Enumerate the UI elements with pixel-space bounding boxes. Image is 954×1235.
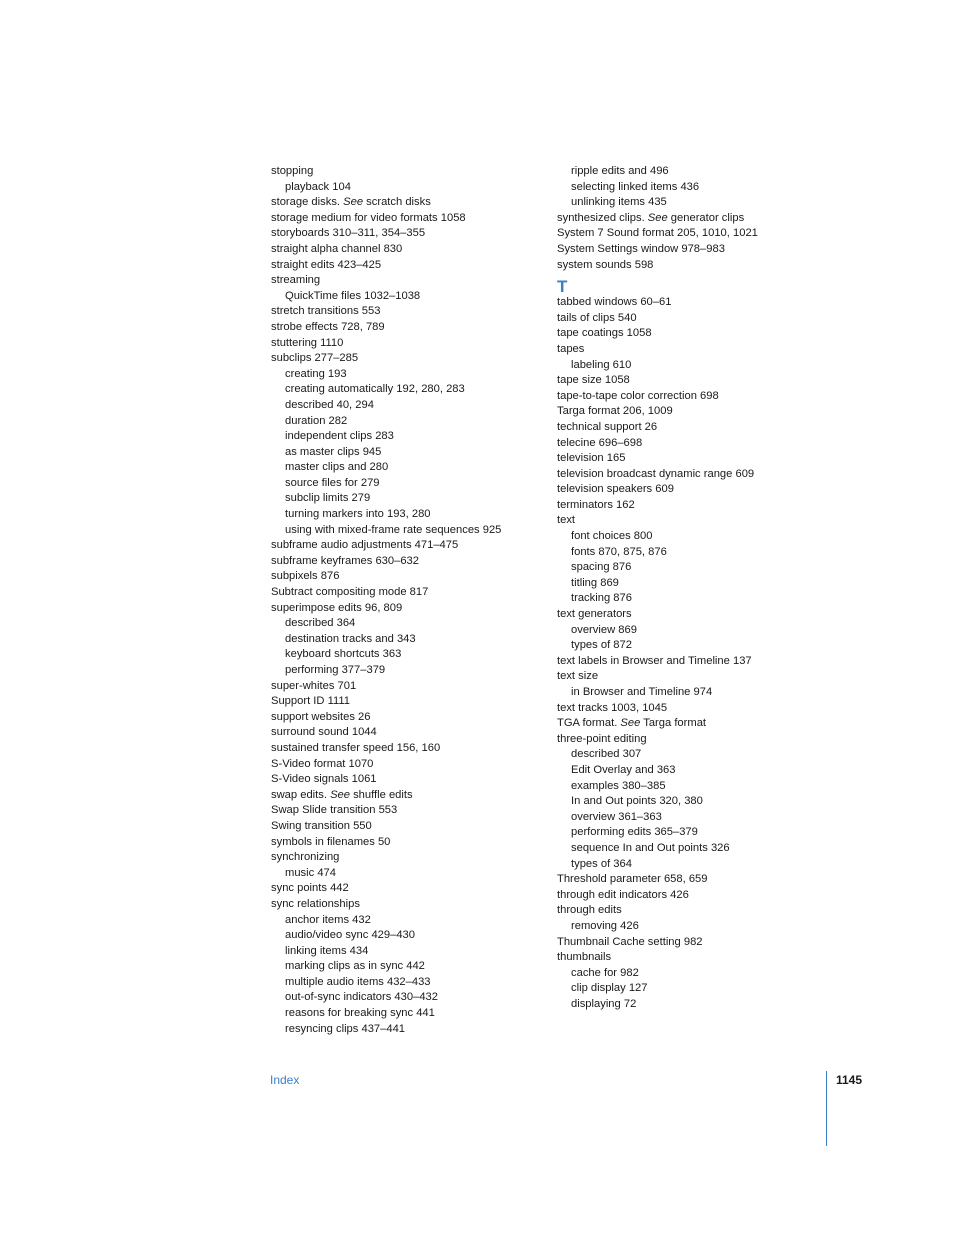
entry-text: Targa format 206, 1009 — [557, 405, 673, 418]
index-entry — [271, 336, 541, 352]
see-reference-label: See — [343, 196, 364, 209]
entry-text: text — [557, 514, 576, 527]
index-subentry — [271, 507, 541, 523]
index-entry — [557, 701, 827, 717]
entry-text: television broadcast dynamic range 609 — [557, 467, 755, 480]
entry-text: creating 193 — [285, 367, 347, 380]
index-subentry — [557, 997, 827, 1013]
index-subentry — [271, 445, 541, 461]
entry-text: font choices 800 — [571, 530, 653, 543]
index-subentry — [557, 810, 827, 826]
entry-text: keyboard shortcuts 363 — [285, 648, 402, 661]
index-entry — [271, 585, 541, 601]
entry-text: technical support 26 — [557, 420, 658, 433]
index-entry — [557, 420, 827, 436]
entry-text: Thumbnail Cache setting 982 — [557, 935, 703, 948]
entry-text: reasons for breaking sync 441 — [285, 1007, 435, 1020]
index-subentry — [271, 491, 541, 507]
index-subentry — [557, 763, 827, 779]
entry-text: symbols in filenames 50 — [271, 835, 391, 848]
entry-text: Support ID 1111 — [271, 695, 350, 708]
index-entry — [271, 211, 541, 227]
entry-text: TGA format. — [557, 717, 621, 730]
entry-text: through edits — [557, 904, 622, 917]
entry-text: text size — [557, 670, 599, 683]
entry-text: subclips 277–285 — [271, 352, 359, 365]
index-entry — [271, 320, 541, 336]
entry-text: types of 364 — [571, 857, 632, 870]
entry-text: S-Video format 1070 — [271, 757, 374, 770]
entry-text: turning markers into 193, 280 — [285, 508, 431, 521]
entry-text: performing 377–379 — [285, 664, 386, 676]
index-entry — [557, 242, 827, 258]
entry-text: audio/video sync 429–430 — [285, 929, 416, 942]
index-entry — [557, 669, 827, 685]
entry-text: System Settings window 978–983 — [557, 242, 725, 255]
entry-text: linking items 434 — [285, 944, 369, 957]
entry-text: removing 426 — [571, 919, 639, 932]
index-entry — [557, 607, 827, 623]
entry-text: playback 104 — [285, 180, 351, 193]
index-entry — [271, 538, 541, 554]
index-entry — [271, 757, 541, 773]
see-reference-label: See — [620, 717, 641, 730]
entry-text: through edit indicators 426 — [557, 888, 689, 901]
entry-text: overview 869 — [571, 623, 637, 636]
index-entry — [557, 872, 827, 888]
index-subentry — [557, 794, 827, 810]
index-entry — [557, 482, 827, 498]
entry-text: labeling 610 — [571, 358, 632, 371]
index-entry — [271, 554, 541, 570]
entry-text: Swap Slide transition 553 — [271, 804, 398, 817]
index-subentry — [271, 616, 541, 632]
index-subentry — [271, 414, 541, 430]
see-reference-label: See — [330, 788, 350, 801]
entry-text: source files for 279 — [285, 476, 380, 489]
index-entry — [271, 741, 541, 757]
index-entry — [557, 888, 827, 904]
index-subentry — [557, 591, 827, 607]
entry-text: sync relationships — [271, 897, 360, 910]
index-subentry — [271, 663, 541, 679]
index-subentry — [271, 1006, 541, 1022]
entry-text: tape size 1058 — [557, 374, 630, 387]
index-subentry — [557, 545, 827, 561]
index-entry — [557, 950, 827, 966]
entry-text: storage disks. — [271, 196, 344, 209]
index-entry — [271, 304, 541, 320]
index-subentry — [557, 180, 827, 196]
index-entry — [271, 897, 541, 913]
entry-text: storyboards 310–311, 354–355 — [271, 227, 426, 240]
index-entry — [271, 351, 541, 367]
index-subentry — [557, 779, 827, 795]
entry-text: straight edits 423–425 — [271, 258, 382, 271]
entry-text: system sounds 598 — [557, 258, 654, 271]
index-entry — [557, 903, 827, 919]
entry-text: duration 282 — [285, 414, 348, 427]
index-subentry — [557, 981, 827, 997]
entry-text: as master clips 945 — [285, 445, 382, 458]
entry-text: described 364 — [285, 617, 356, 630]
index-subentry — [271, 476, 541, 492]
entry-text: tails of clips 540 — [557, 311, 637, 324]
index-subentry — [557, 560, 827, 576]
entry-text: performing edits 365–379 — [571, 826, 698, 839]
index-subentry — [557, 841, 827, 857]
entry-text: super-whites 701 — [271, 679, 357, 692]
index-subentry — [557, 747, 827, 763]
entry-text: strobe effects 728, 789 — [271, 320, 385, 333]
index-subentry — [557, 529, 827, 545]
entry-text: television 165 — [557, 452, 626, 465]
entry-text: described 40, 294 — [285, 398, 374, 411]
index-subentry — [271, 928, 541, 944]
entry-text: subframe keyframes 630–632 — [271, 554, 420, 567]
see-reference-target: generator clips — [667, 211, 745, 224]
entry-text: independent clips 283 — [285, 430, 394, 443]
page-number: 1145 — [836, 1073, 863, 1087]
entry-text: subpixels 876 — [271, 570, 340, 583]
index-entry — [557, 295, 827, 311]
entry-text: terminators 162 — [557, 498, 635, 511]
entry-text: marking clips as in sync 442 — [285, 960, 425, 973]
index-entry — [271, 803, 541, 819]
entry-text: stretch transitions 553 — [271, 305, 381, 318]
entry-text: spacing 876 — [571, 561, 632, 574]
index-subentry — [557, 919, 827, 935]
entry-text: stuttering 1110 — [271, 336, 344, 349]
entry-text: straight alpha channel 830 — [271, 242, 403, 255]
entry-text: synthesized clips. — [557, 211, 648, 224]
entry-text: sequence In and Out points 326 — [571, 841, 730, 854]
index-subentry — [271, 632, 541, 648]
footer-section-title: Index — [270, 1073, 300, 1087]
entry-text: Threshold parameter 658, 659 — [557, 873, 708, 886]
entry-text: telecine 696–698 — [557, 436, 643, 449]
entry-text: surround sound 1044 — [271, 726, 377, 739]
entry-text: types of 872 — [571, 639, 632, 652]
entry-text: music 474 — [285, 866, 336, 879]
index-subentry — [271, 647, 541, 663]
index-entry — [271, 242, 541, 258]
index-entry — [557, 513, 827, 529]
entry-text: tape-to-tape color correction 698 — [557, 389, 719, 402]
entry-text: Edit Overlay and 363 — [571, 763, 676, 776]
entry-text: text labels in Browser and Timeline 137 — [557, 654, 752, 667]
entry-text: Subtract compositing mode 817 — [271, 586, 429, 599]
index-entry — [271, 710, 541, 726]
entry-text: displaying 72 — [571, 997, 637, 1010]
index-subentry — [557, 195, 827, 211]
entry-text: System 7 Sound format 205, 1010, 1021 — [557, 227, 758, 240]
index-entry — [557, 451, 827, 467]
see-reference-target: scratch disks — [363, 196, 431, 209]
index-subentry — [557, 576, 827, 592]
index-entry — [271, 725, 541, 741]
entry-text: clip display 127 — [571, 982, 648, 995]
index-subentry — [271, 398, 541, 414]
index-entry — [271, 835, 541, 851]
entry-text: sustained transfer speed 156, 160 — [271, 741, 441, 754]
index-entry — [557, 211, 827, 227]
index-entry — [557, 467, 827, 483]
index-entry — [557, 389, 827, 405]
index-entry — [271, 601, 541, 617]
index-subentry — [557, 685, 827, 701]
entry-text: thumbnails — [557, 951, 612, 964]
entry-text: text generators — [557, 608, 632, 621]
entry-text: in Browser and Timeline 974 — [571, 686, 713, 698]
index-entry — [557, 654, 827, 670]
index-entry — [271, 195, 541, 211]
index-entry — [557, 935, 827, 951]
entry-text: out-of-sync indicators 430–432 — [285, 991, 438, 1004]
entry-text: stopping — [271, 165, 314, 177]
index-entry — [271, 226, 541, 242]
index-subentry — [271, 460, 541, 476]
index-subentry — [271, 367, 541, 383]
index-subentry — [271, 944, 541, 960]
index-entry — [271, 679, 541, 695]
entry-text: subframe audio adjustments 471–475 — [271, 539, 459, 552]
index-entry — [557, 436, 827, 452]
entry-text: synchronizing — [271, 851, 340, 864]
index-column-left — [271, 164, 541, 1037]
index-entry — [557, 732, 827, 748]
entry-text: sync points 442 — [271, 882, 349, 895]
see-reference-label: See — [647, 211, 668, 224]
index-subentry — [271, 180, 541, 196]
index-entry — [557, 226, 827, 242]
index-subentry — [271, 990, 541, 1006]
index-subentry — [557, 966, 827, 982]
entry-text: storage medium for video formats 1058 — [271, 211, 466, 224]
entry-text: Swing transition 550 — [271, 819, 372, 832]
entry-text: cache for 982 — [571, 966, 639, 979]
entry-text: television speakers 609 — [557, 483, 674, 496]
index-entry — [271, 694, 541, 710]
index-subentry — [557, 638, 827, 654]
footer-divider — [826, 1071, 827, 1146]
entry-text: anchor items 432 — [285, 913, 371, 926]
index-entry — [557, 342, 827, 358]
index-entry — [271, 772, 541, 788]
index-subentry — [271, 523, 541, 539]
index-entry — [271, 819, 541, 835]
entry-text: fonts 870, 875, 876 — [571, 545, 667, 558]
entry-text: titling 869 — [571, 576, 619, 589]
index-subentry — [557, 623, 827, 639]
entry-text: tape coatings 1058 — [557, 327, 652, 340]
index-entry — [271, 850, 541, 866]
index-subentry — [271, 289, 541, 305]
index-subentry — [557, 825, 827, 841]
entry-text: swap edits. — [271, 788, 331, 801]
index-subentry — [271, 913, 541, 929]
entry-text: streaming — [271, 274, 321, 287]
entry-text: support websites 26 — [271, 710, 371, 723]
entry-text: unlinking items 435 — [571, 196, 667, 209]
entry-text: multiple audio items 432–433 — [285, 975, 431, 988]
entry-text: superimpose edits 96, 809 — [271, 601, 403, 614]
entry-text: examples 380–385 — [571, 779, 666, 792]
entry-text: In and Out points 320, 380 — [571, 795, 703, 808]
entry-text: destination tracks and 343 — [285, 632, 416, 645]
index-subentry — [557, 857, 827, 873]
index-entry — [271, 258, 541, 274]
index-subentry — [271, 429, 541, 445]
index-entry — [271, 881, 541, 897]
index-subentry — [271, 975, 541, 991]
entry-text: S-Video signals 1061 — [271, 773, 377, 786]
entry-text: three-point editing — [557, 732, 647, 745]
see-reference-target: Targa format — [640, 717, 707, 730]
entry-text: text tracks 1003, 1045 — [557, 701, 668, 714]
entry-text: tapes — [557, 342, 585, 355]
index-entry — [557, 326, 827, 342]
entry-text: creating automatically 192, 280, 283 — [285, 383, 465, 396]
entry-text: subclip limits 279 — [285, 492, 371, 505]
letter-heading: T — [557, 277, 568, 297]
index-subentry — [271, 1022, 541, 1038]
entry-text: tracking 876 — [571, 592, 632, 605]
index-column-right — [557, 164, 827, 1012]
entry-text: selecting linked items 436 — [571, 180, 700, 193]
entry-text: overview 361–363 — [571, 810, 662, 823]
index-entry — [271, 788, 541, 804]
index-entry — [557, 716, 827, 732]
index-subentry — [271, 866, 541, 882]
entry-text: using with mixed-frame rate sequences 925 — [285, 523, 502, 536]
entry-text: described 307 — [571, 748, 642, 761]
index-entry — [557, 498, 827, 514]
index-entry — [557, 404, 827, 420]
index-entry — [271, 273, 541, 289]
index-subentry — [557, 164, 827, 180]
entry-text: tabbed windows 60–61 — [557, 296, 672, 309]
index-entry — [557, 311, 827, 327]
index-entry — [557, 373, 827, 389]
index-subentry — [271, 959, 541, 975]
see-reference-target: shuffle edits — [349, 788, 413, 801]
index-entry — [271, 569, 541, 585]
index-subentry — [557, 358, 827, 374]
entry-text: QuickTime files 1032–1038 — [285, 289, 421, 302]
entry-text: resyncing clips 437–441 — [285, 1022, 406, 1035]
index-entry — [557, 258, 827, 274]
entry-text: master clips and 280 — [285, 461, 389, 474]
entry-text: ripple edits and 496 — [571, 165, 669, 177]
index-entry — [271, 164, 541, 180]
index-subentry — [271, 382, 541, 398]
